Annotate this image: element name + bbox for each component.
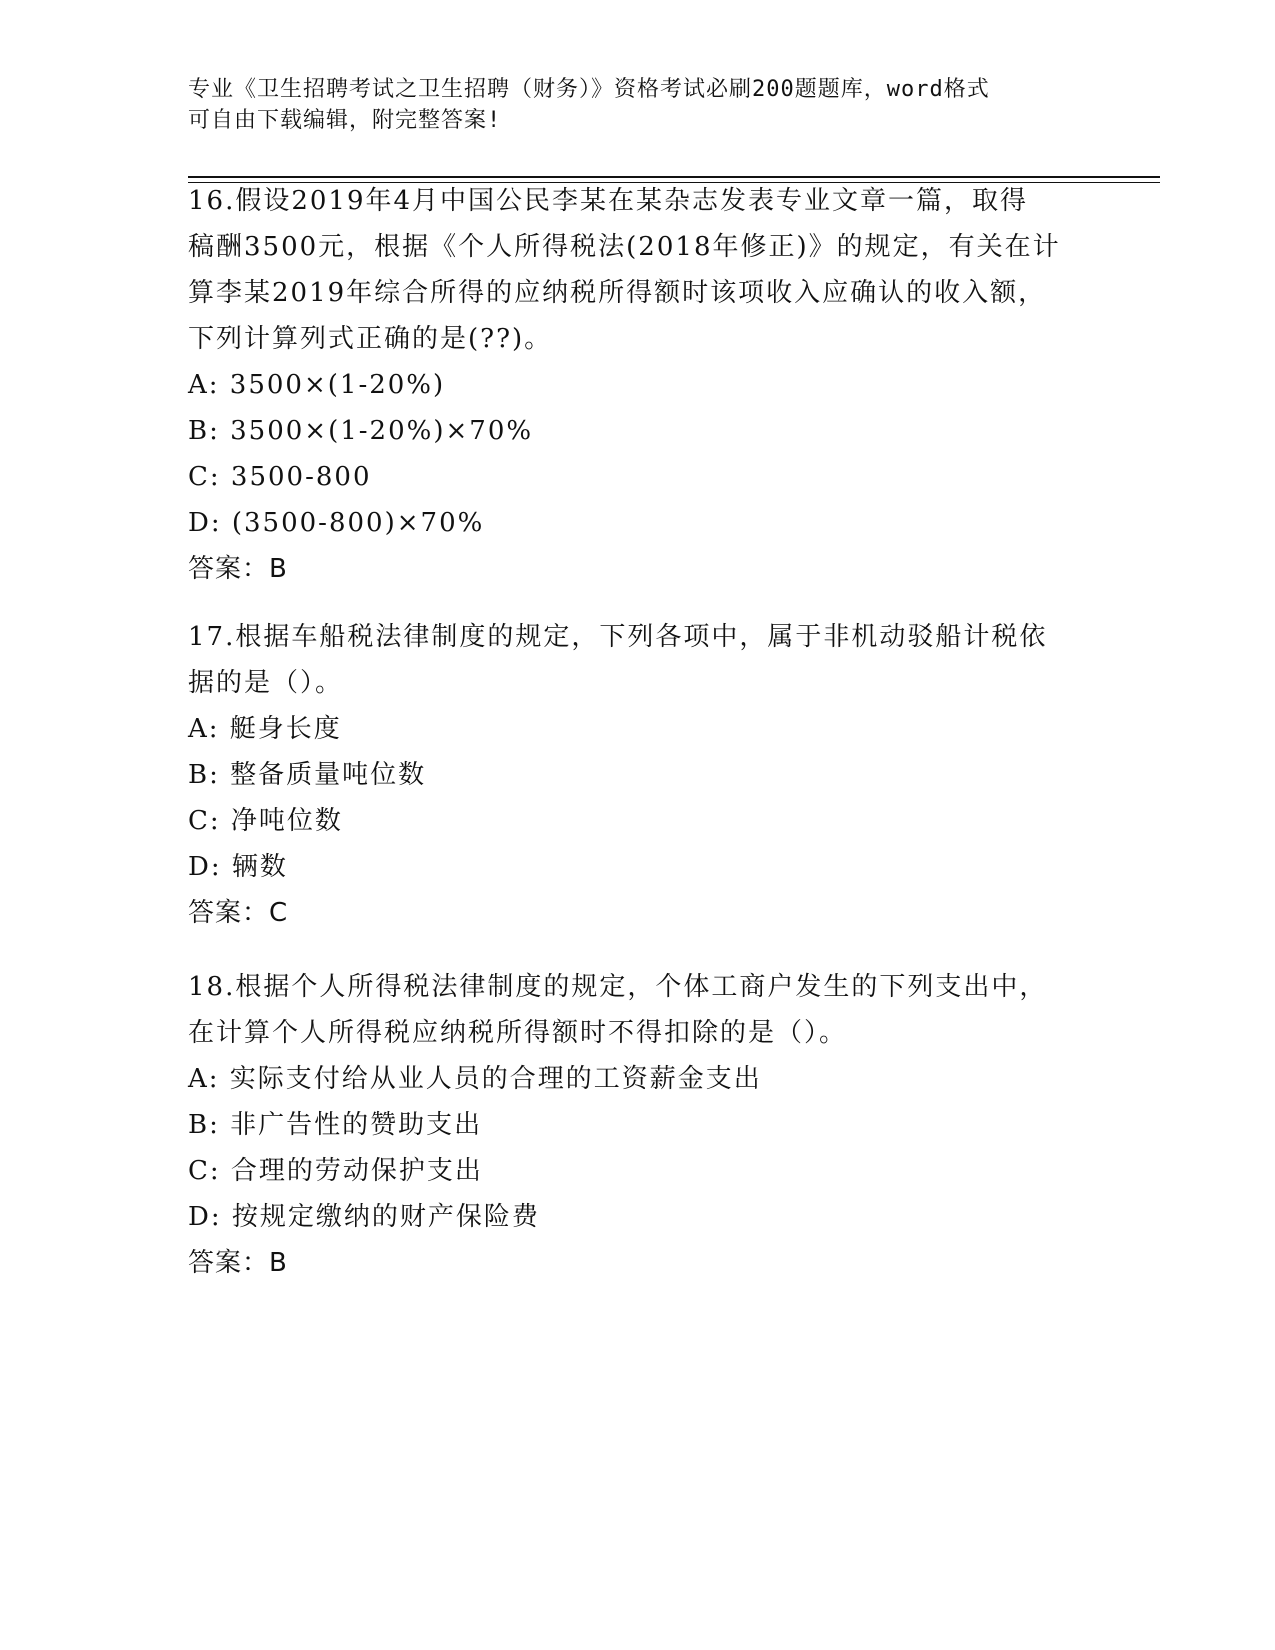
answer: 答案：B [188,554,288,584]
option-b: B: 非广告性的赞助支出 [188,1110,483,1140]
question-17 [188,614,1088,936]
question-text: 据的是（）。 [188,668,344,698]
option-c: C: 净吨位数 [188,806,343,836]
option-a: A: 实际支付给从业人员的合理的工资薪金支出 [188,1064,762,1094]
question-text: 在计算个人所得税应纳税所得额时不得扣除的是（）。 [188,1018,848,1048]
question-text: 16.假设2019年4月中国公民李某在某杂志发表专业文章一篇，取得 [188,186,1029,216]
option-a: A: 3500×(1-20%) [188,370,446,400]
document-header [188,74,1068,136]
option-a: A: 艇身长度 [188,714,342,744]
header-line: 可自由下载编辑，附完整答案! [188,108,502,133]
option-d: D: 辆数 [188,852,288,882]
question-18 [188,964,1088,1286]
question-16 [188,178,1088,592]
option-b: B: 3500×(1-20%)×70% [188,416,534,446]
option-d: D: 按规定缴纳的财产保险费 [188,1202,540,1232]
answer: 答案：C [188,898,289,928]
header-line: 专业《卫生招聘考试之卫生招聘（财务）》资格考试必刷200题题库，word格式 [188,77,990,102]
question-text: 18.根据个人所得税法律制度的规定，个体工商户发生的下列支出中， [188,972,1048,1002]
option-c: C: 3500-800 [188,462,372,492]
question-text: 下列计算列式正确的是(??)。 [188,324,553,354]
option-c: C: 合理的劳动保护支出 [188,1156,483,1186]
question-text: 17.根据车船税法律制度的规定，下列各项中，属于非机动驳船计税依 [188,622,1048,652]
option-d: D: (3500-800)×70% [188,508,485,538]
question-text: 稿酬3500元，根据《个人所得税法(2018年修正)》的规定，有关在计 [188,232,1061,262]
question-text: 算李某2019年综合所得的应纳税所得额时该项收入应确认的收入额， [188,278,1047,308]
option-b: B: 整备质量吨位数 [188,760,427,790]
answer: 答案：B [188,1248,288,1278]
